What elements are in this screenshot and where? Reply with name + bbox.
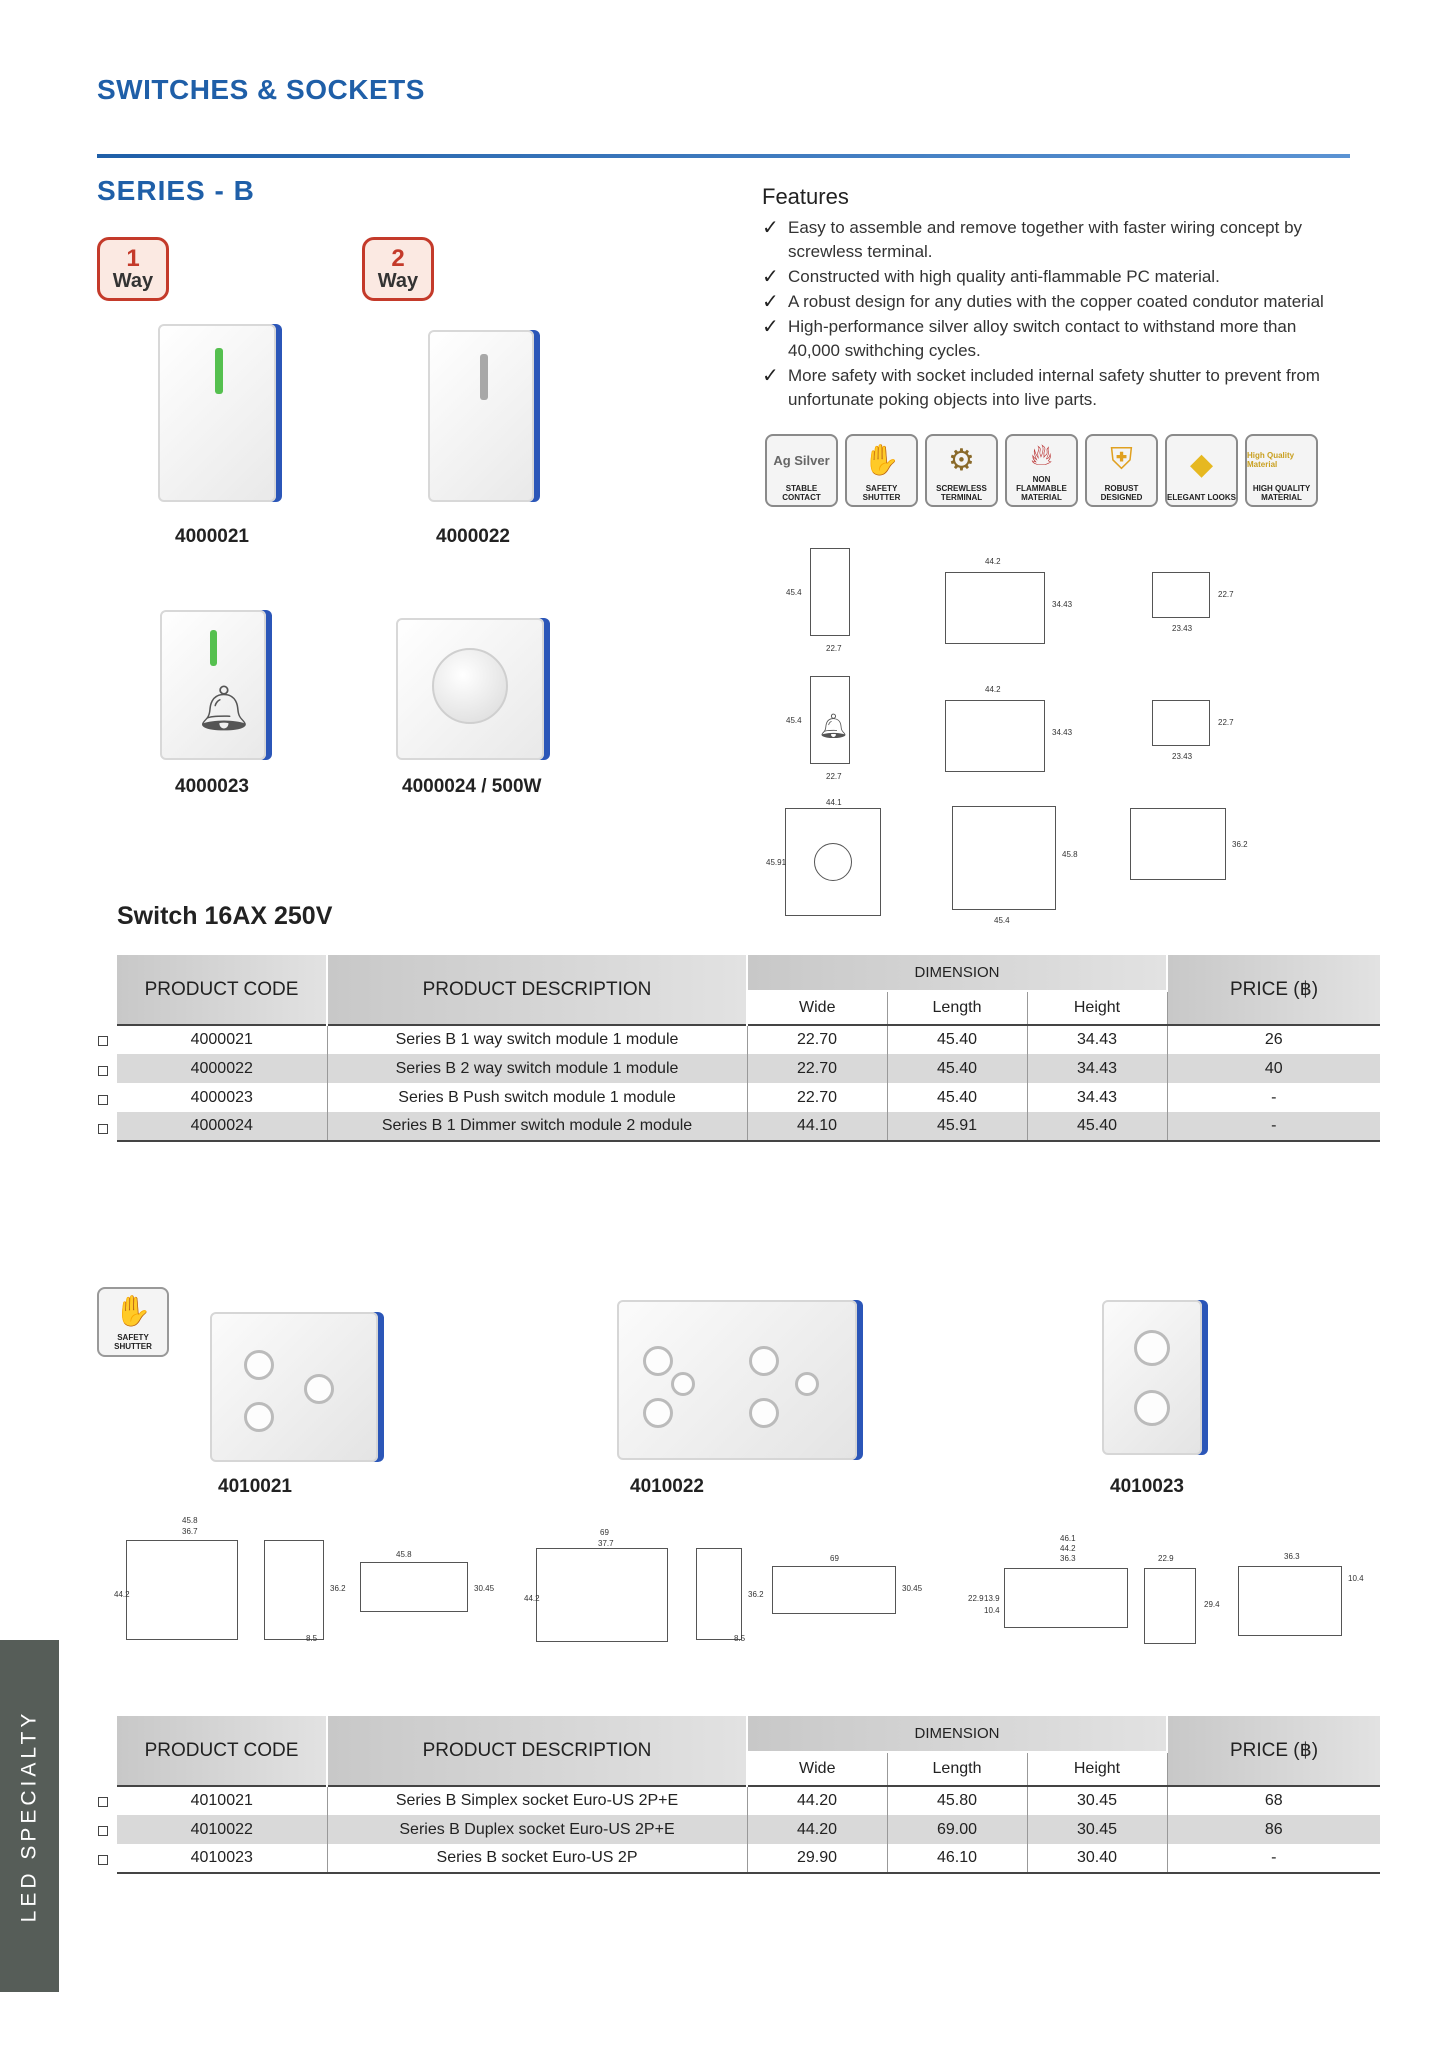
switch-table-heading: Switch 16AX 250V (117, 902, 333, 930)
cell-height: 34.43 (1027, 1025, 1167, 1054)
dimension-label: 8.5 (306, 1634, 318, 1643)
dimension-label: 23.43 (1172, 624, 1193, 633)
feature-text: Constructed with high quality anti-flammable PC material. (788, 267, 1220, 286)
product-image-4010022 (617, 1300, 857, 1460)
dimension-label: 29.4 (1204, 1600, 1220, 1609)
dimension-label: 45.91 (766, 858, 787, 867)
two-way-badge-icon (362, 237, 434, 301)
socket-hole-icon (749, 1398, 779, 1428)
socket-hole-icon (1134, 1330, 1170, 1366)
product-image-4000023 (160, 610, 266, 760)
socket-earth-hole-icon (304, 1374, 334, 1404)
cell-length: 46.10 (887, 1844, 1027, 1873)
dimension-label: 45.4 (786, 716, 802, 725)
socket-hole-icon (244, 1402, 274, 1432)
col-dimension: DIMENSION (747, 955, 1167, 991)
shield-icon (1085, 434, 1158, 507)
table-row (117, 1054, 1380, 1083)
features-title: Features (762, 184, 849, 209)
check-icon: ✓ (762, 365, 779, 387)
socket-hole-icon (1134, 1390, 1170, 1426)
cell-code: 4000021 (190, 1031, 253, 1048)
icon-label: SCREWLESS TERMINAL (936, 484, 987, 502)
col-product-description: PRODUCT DESCRIPTION (327, 1716, 747, 1786)
socket-hole-icon (244, 1350, 274, 1380)
cell-code: 4000022 (117, 1054, 327, 1083)
row-checkbox[interactable] (98, 1095, 108, 1105)
cell-code: 4010022 (117, 1815, 327, 1844)
socket-table (117, 1716, 1380, 1874)
dimension-label: 36.2 (330, 1584, 346, 1593)
product-image-4010021 (210, 1312, 378, 1462)
screwless-terminal-icon (925, 434, 998, 507)
col-wide: Wide (747, 991, 887, 1025)
bell-icon: 🔔︎ (196, 684, 252, 733)
socket-top-drawing (360, 1562, 468, 1612)
dimension-label: 22.7 (826, 772, 842, 781)
cell-height: 30.40 (1027, 1844, 1167, 1873)
badge-number: 2 (391, 245, 405, 272)
dimension-label: 22.7 (826, 644, 842, 653)
cell-height: 34.43 (1027, 1054, 1167, 1083)
dimmer-front-drawing (785, 808, 881, 916)
cell-code: 4010023 (190, 1849, 253, 1866)
table-row (117, 1083, 1380, 1112)
dimension-label: 34.43 (1052, 600, 1073, 609)
quality-seal-icon (1245, 434, 1318, 507)
badge-label: SAFETY SHUTTER (114, 1333, 152, 1351)
socket-earth-hole-icon (671, 1372, 695, 1396)
cell-length: 45.80 (887, 1786, 1027, 1815)
dimension-label: 36.7 (182, 1527, 198, 1536)
dimension-label: 37.7 (598, 1539, 614, 1548)
row-checkbox[interactable] (98, 1036, 108, 1046)
icon-label: NON FLAMMABLE MATERIAL (1016, 475, 1067, 502)
cell-code: 4000024 (117, 1112, 327, 1141)
one-way-badge-icon (97, 237, 169, 301)
cell-price: 68 (1264, 1792, 1283, 1809)
dimension-label: 36.3 (1060, 1554, 1076, 1563)
cell-wide: 22.70 (747, 1025, 887, 1054)
dimension-label: 22.9 (968, 1594, 984, 1603)
socket-side-drawing (1144, 1568, 1196, 1644)
indicator-strip (480, 354, 488, 400)
feature-icons-row (765, 434, 1318, 507)
product-code-label: 4010023 (1110, 1476, 1184, 1497)
socket-top-drawing (772, 1566, 896, 1614)
indicator-strip (215, 348, 223, 394)
dimension-label: 44.1 (826, 798, 842, 807)
silver-contact-icon (765, 434, 838, 507)
dimension-label: 23.43 (1172, 752, 1193, 761)
cell-desc: Series B 1 way switch module 1 module (327, 1025, 747, 1054)
socket-front-drawing (536, 1548, 668, 1642)
feature-item (762, 364, 1332, 412)
row-checkbox[interactable] (98, 1066, 108, 1076)
product-code-label: 4000022 (436, 526, 510, 547)
icon-label: SAFETY SHUTTER (862, 484, 901, 502)
dimension-label: 44.2 (524, 1594, 540, 1603)
cell-height: 30.45 (1027, 1786, 1167, 1815)
sidebar-label-wrap (0, 1640, 59, 1992)
product-image-4000024 (396, 618, 544, 760)
socket-hole-icon (643, 1346, 673, 1376)
icon-symbol: ⛨ (1110, 443, 1133, 476)
dimension-label: 44.2 (985, 557, 1001, 566)
cell-wide: 22.70 (747, 1054, 887, 1083)
cell-wide: 44.20 (747, 1815, 887, 1844)
cell-wide: 44.20 (747, 1786, 887, 1815)
icon-symbol: Ag Silver (773, 452, 830, 468)
icon-symbol: 🔥︎ (1030, 438, 1053, 472)
cell-height: 30.45 (1027, 1815, 1167, 1844)
icon-symbol: High Quality Material (1247, 451, 1295, 469)
socket-hole-icon (749, 1346, 779, 1376)
col-price: PRICE (฿) (1167, 955, 1380, 1025)
badge-word: Way (377, 270, 419, 292)
feature-item (762, 265, 1332, 289)
check-icon: ✓ (762, 316, 779, 338)
check-icon: ✓ (762, 266, 779, 288)
dimension-label: 45.8 (396, 1550, 412, 1559)
dimension-label: 44.2 (985, 685, 1001, 694)
product-image-4000022 (428, 330, 534, 502)
icon-label: STABLE CONTACT (782, 484, 821, 502)
check-icon: ✓ (762, 217, 779, 239)
feature-item (762, 315, 1332, 363)
safety-shutter-icon (845, 434, 918, 507)
top-view-drawing (1152, 700, 1210, 746)
dimension-label: 36.3 (1284, 1552, 1300, 1561)
sidebar-label: LED SPECIALTY (17, 1709, 41, 1923)
socket-front-drawing (126, 1540, 238, 1640)
dimension-label: 46.1 (1060, 1534, 1076, 1543)
socket-front-drawing (1004, 1568, 1128, 1628)
icon-label: ELEGANT LOOKS (1167, 493, 1236, 502)
dimmer-knob-icon (814, 843, 852, 881)
col-length: Length (887, 1752, 1027, 1786)
dimmer-side-drawing (952, 806, 1056, 910)
indicator-strip (210, 630, 217, 666)
cell-price: - (1271, 1849, 1277, 1866)
cell-wide: 29.90 (747, 1844, 887, 1873)
dimension-label: 45.8 (182, 1516, 198, 1525)
cell-wide: 44.10 (747, 1112, 887, 1141)
product-code-label: 4010022 (630, 1476, 704, 1497)
cell-length: 45.91 (887, 1112, 1027, 1141)
cell-code: 4010021 (190, 1792, 253, 1809)
flame-icon (1005, 434, 1078, 507)
table-row (117, 1844, 1380, 1873)
row-checkbox[interactable] (98, 1797, 108, 1807)
icon-label: ROBUST DESIGNED (1100, 484, 1143, 502)
socket-top-drawing (1238, 1566, 1342, 1636)
product-code-label: 4000023 (175, 776, 249, 797)
icon-symbol: ◆ (1189, 448, 1214, 481)
feature-item (762, 290, 1332, 314)
hand-icon: ✋ (114, 1294, 152, 1328)
dimension-label: 44.2 (1060, 1544, 1076, 1553)
socket-side-drawing (696, 1548, 742, 1640)
socket-side-drawing (264, 1540, 324, 1640)
switch-table (117, 955, 1380, 1142)
series-title: SERIES - B (97, 175, 255, 206)
row-checkbox[interactable] (98, 1855, 108, 1865)
check-icon: ✓ (762, 291, 779, 313)
product-code-label: 4010021 (218, 1476, 292, 1497)
icon-symbol: ⚙ (948, 443, 975, 477)
dimmer-knob-icon (432, 648, 508, 724)
title-divider (97, 154, 1350, 158)
bell-icon: 🔔︎ (818, 713, 849, 740)
col-wide: Wide (747, 1752, 887, 1786)
dimension-label: 22.7 (1218, 718, 1234, 727)
col-price: PRICE (฿) (1167, 1716, 1380, 1786)
cell-code: 4000023 (190, 1088, 253, 1106)
cell-price: 26 (1264, 1031, 1283, 1048)
cell-desc: Series B socket Euro-US 2P (327, 1844, 747, 1873)
feature-text: A robust design for any duties with the copper coated condutor material (788, 292, 1324, 311)
features-list (762, 216, 1332, 413)
cell-wide: 22.70 (747, 1083, 887, 1112)
cell-length: 45.40 (887, 1054, 1027, 1083)
col-height: Height (1027, 991, 1167, 1025)
diamond-icon (1165, 434, 1238, 507)
dimension-label: 45.8 (1062, 850, 1078, 859)
cell-height: 45.40 (1027, 1112, 1167, 1141)
col-product-code: PRODUCT CODE (117, 955, 327, 1025)
safety-shutter-badge-icon (97, 1287, 169, 1357)
dimension-label: 36.2 (748, 1590, 764, 1599)
top-view-drawing (1152, 572, 1210, 618)
table-row (117, 1025, 1380, 1054)
product-image-4010023 (1102, 1300, 1202, 1455)
product-code-label: 4000021 (175, 526, 249, 547)
cell-desc: Series B Duplex socket Euro-US 2P+E (327, 1815, 747, 1844)
feature-item (762, 216, 1332, 264)
col-dimension: DIMENSION (747, 1716, 1167, 1752)
badge-word: Way (112, 270, 154, 292)
cell-length: 69.00 (887, 1815, 1027, 1844)
icon-symbol: ✋ (862, 443, 901, 477)
dimension-label: 69 (600, 1528, 609, 1537)
front-view-drawing (810, 548, 850, 636)
feature-text: Easy to assemble and remove together with faster wiring concept by screwless terminal. (788, 218, 1303, 261)
col-product-description: PRODUCT DESCRIPTION (327, 955, 747, 1025)
cell-price: 40 (1167, 1054, 1380, 1083)
dimension-label: 10.4 (1348, 1574, 1364, 1583)
cell-desc: Series B 2 way switch module 1 module (327, 1054, 747, 1083)
side-view-drawing (945, 572, 1045, 644)
side-view-drawing (945, 700, 1045, 772)
icon-label: HIGH QUALITY MATERIAL (1252, 484, 1311, 502)
socket-earth-hole-icon (795, 1372, 819, 1396)
table-row (117, 1815, 1380, 1844)
badge-number: 1 (126, 245, 140, 272)
cell-length: 45.40 (887, 1025, 1027, 1054)
col-product-code: PRODUCT CODE (117, 1716, 327, 1786)
row-checkbox[interactable] (98, 1826, 108, 1836)
feature-text: High-performance silver alloy switch contact to withstand more than 40,000 swithching cycles. (788, 317, 1297, 360)
table-row (117, 1112, 1380, 1141)
col-length: Length (887, 991, 1027, 1025)
dimension-label: 45.4 (994, 916, 1010, 925)
col-height: Height (1027, 1752, 1167, 1786)
product-code-label: 4000024 / 500W (402, 776, 542, 797)
dimension-label: 69 (830, 1554, 839, 1563)
dimension-label: 22.9 (1158, 1554, 1174, 1563)
cell-length: 45.40 (887, 1083, 1027, 1112)
dimension-label: 10.4 (984, 1606, 1000, 1615)
cell-price: 86 (1167, 1815, 1380, 1844)
dimension-label: 13.9 (984, 1594, 1000, 1603)
dimension-label: 45.4 (786, 588, 802, 597)
row-checkbox[interactable] (98, 1124, 108, 1134)
cell-desc: Series B Push switch module 1 module (327, 1083, 747, 1112)
dimension-label: 36.2 (1232, 840, 1248, 849)
dimension-label: 34.43 (1052, 728, 1073, 737)
cell-desc: Series B 1 Dimmer switch module 2 module (327, 1112, 747, 1141)
dimension-label: 44.2 (114, 1590, 130, 1599)
table-row (117, 1786, 1380, 1815)
dimension-label: 30.45 (474, 1584, 495, 1593)
socket-hole-icon (643, 1398, 673, 1428)
dimension-label: 30.45 (902, 1584, 923, 1593)
cell-price: - (1167, 1112, 1380, 1141)
cell-height: 34.43 (1027, 1083, 1167, 1112)
product-image-4000021 (158, 324, 276, 502)
cell-desc: Series B Simplex socket Euro-US 2P+E (327, 1786, 747, 1815)
dimension-label: 22.7 (1218, 590, 1234, 599)
feature-text: More safety with socket included internal safety shutter to prevent from unfortunate poking objects into live parts. (788, 366, 1320, 409)
dimmer-top-drawing (1130, 808, 1226, 880)
cell-price: - (1271, 1088, 1277, 1106)
dimension-label: 8.5 (734, 1634, 746, 1643)
page-title: SWITCHES & SOCKETS (97, 74, 425, 105)
